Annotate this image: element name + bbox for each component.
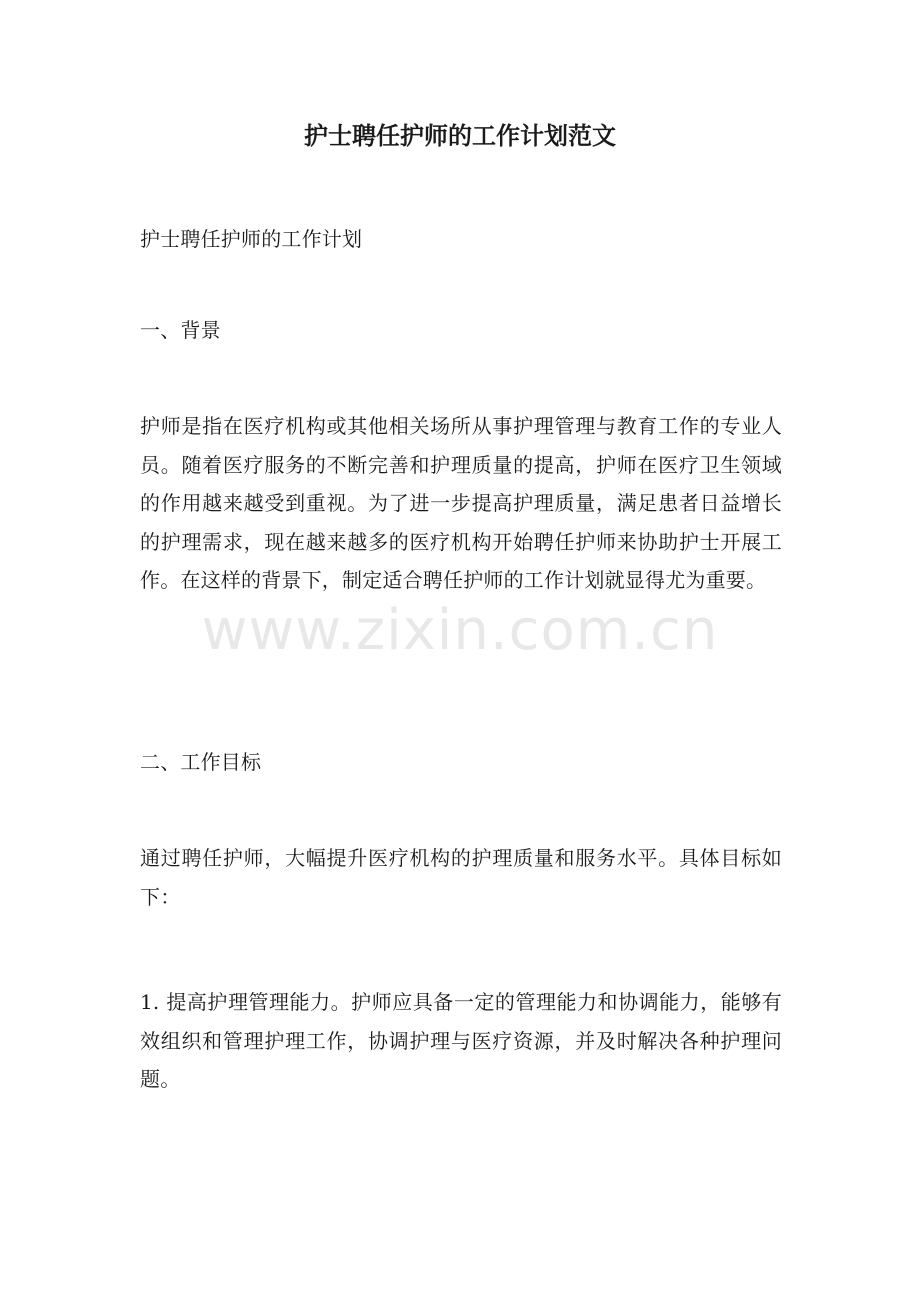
document-subtitle: 护士聘任护师的工作计划 — [140, 227, 363, 251]
section-heading-goals: 二、工作目标 — [140, 750, 262, 774]
page-title: 护士聘任护师的工作计划范文 — [304, 121, 616, 150]
background-paragraph: 护师是指在医疗机构或其他相关场所从事护理管理与教育工作的专业人员。随着医疗服务的不断完善和护理质量的提高，护师在医疗卫生领域的作用越来越受到重视。为了进一步提高护理质量，满足患者日益增长的护理需求，现在越来越多的医疗机构开始聘任护师来协助护士开展工作。在这样的背景下，制定适合聘任护师的工作计划就显得尤为重要。 — [140, 414, 782, 592]
watermark: www.zixin.com.cn — [201, 598, 719, 663]
goals-intro-paragraph: 通过聘任护师，大幅提升医疗机构的护理质量和服务水平。具体目标如下： — [140, 846, 782, 909]
goal-item-1: 1. 提高护理管理能力。护师应具备一定的管理能力和协调能力，能够有效组织和管理护理工作，协调护理与医疗资源，并及时解决各种护理问题。 — [140, 990, 782, 1091]
section-heading-background: 一、背景 — [140, 318, 221, 342]
